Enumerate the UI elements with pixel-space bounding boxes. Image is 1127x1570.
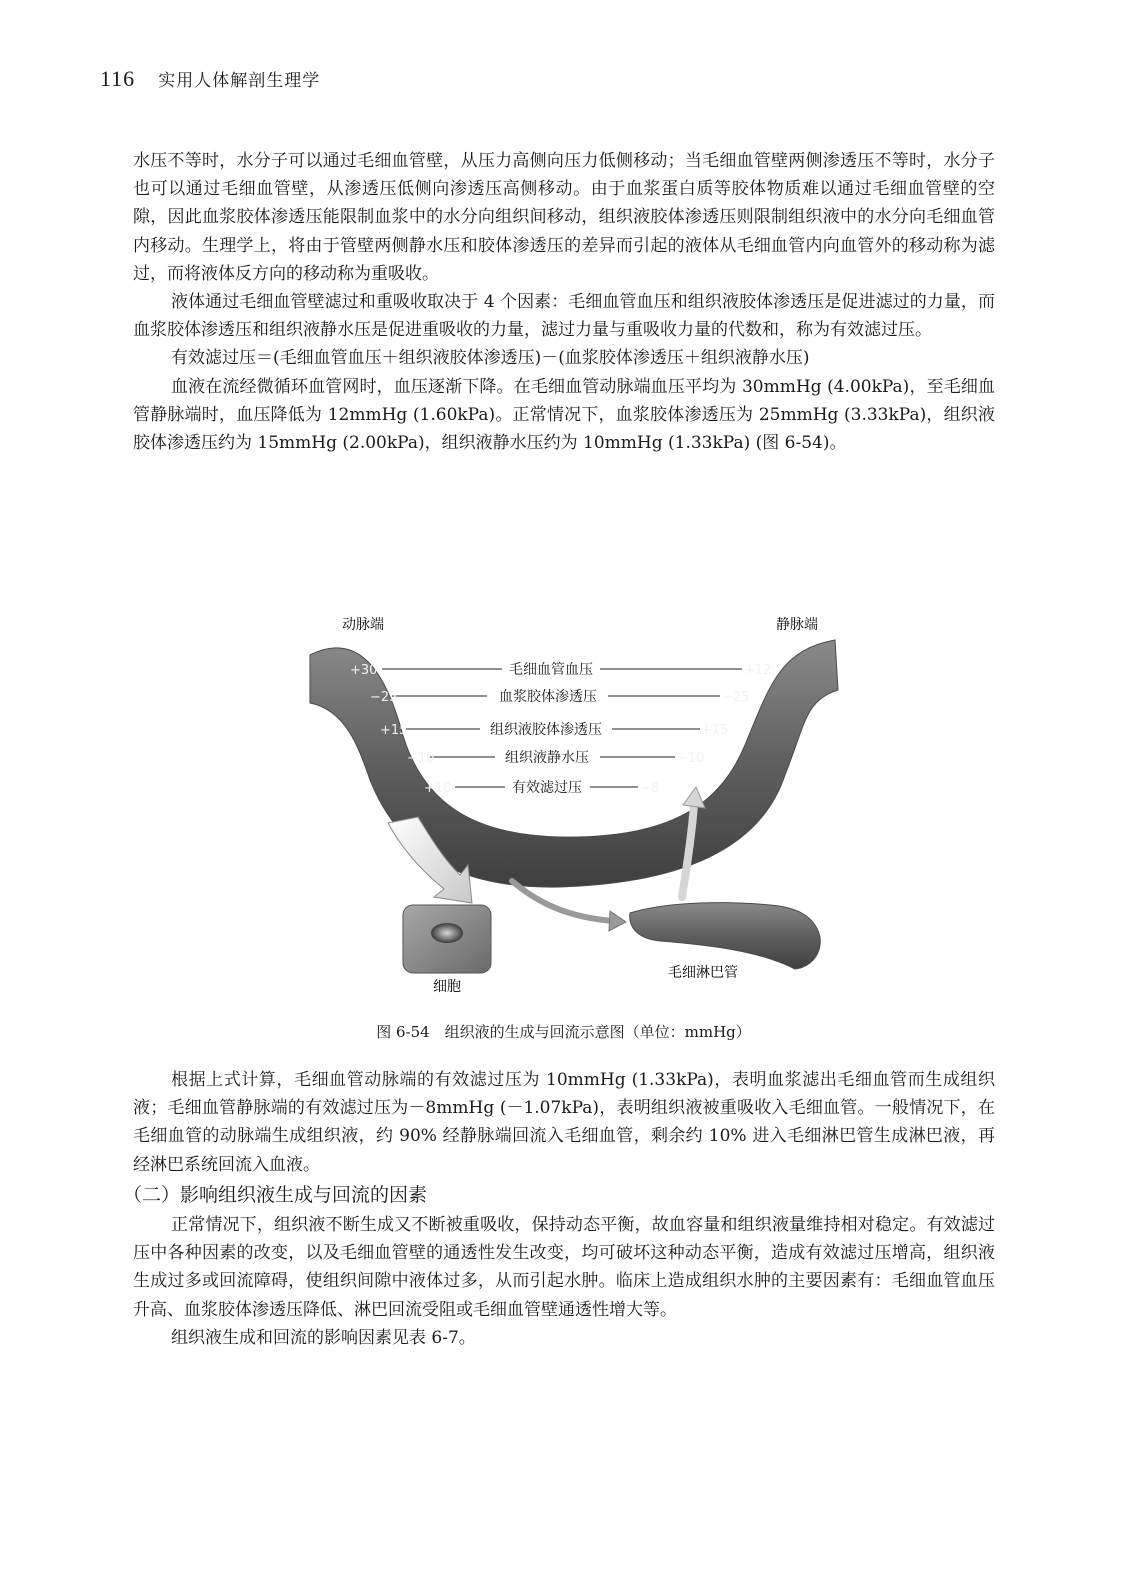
formula-effective-filtration: 有效滤过压＝(毛细血管血压＋组织液胶体渗透压)－(血浆胶体渗透压＋组织液静水压) — [171, 348, 810, 369]
cell-label: 细胞 — [433, 979, 461, 995]
venous-end-label: 静脉端 — [776, 617, 818, 633]
arterial-end-label: 动脉端 — [342, 617, 384, 633]
paragraph-pressure-values: 血液在流经微循环血管网时，血压逐渐下降。在毛细血管动脉端血压平均为 30mmHg (4.00kPa)，至毛细血管静脉端时，血压降低为 12mmHg (1.60kPa)。正常情况下，血浆胶体渗透压为 25mmHg (3.33kPa)，组织液胶体渗透压约为 15mmHg (2.00kPa)，组织液静水压约为 10mmHg (1.33kPa) (图 6-54)。 — [133, 376, 995, 454]
arterial-value-capillary-pressure: +30 — [350, 663, 378, 678]
section-heading: （二）影响组织液生成与回流的因素 — [123, 1183, 428, 1206]
venous-value-capillary-pressure: +12 — [744, 663, 772, 678]
figure-6-54 — [290, 605, 850, 1005]
row-label-tissue-colloid: 组织液胶体渗透压 — [490, 722, 602, 738]
page-header — [100, 66, 320, 92]
figure-caption: 图 6-54 组织液的生成与回流示意图（单位：mmHg） — [376, 1023, 751, 1041]
page-number: 116 — [100, 66, 136, 91]
capillary-diagram — [290, 605, 850, 1005]
venous-value-tissue-hydrostatic: −10 — [677, 751, 705, 766]
paragraph-calculation: 根据上式计算，毛细血管动脉端的有效滤过压为 10mmHg (1.33kPa)，表明血浆滤出毛细血管而生成组织液；毛细血管静脉端的有效滤过压为－8mmHg (－1.07kPa)，表明组织液被重吸收入毛细血管。一般情况下，在毛细血管的动脉端生成组织液，约 90% 经静脉端回流入毛细血管，剩余约 10% 进入毛细淋巴管生成淋巴液，再经淋巴系统回流入血液。 — [133, 1070, 995, 1175]
row-label-effective-filtration: 有效滤过压 — [512, 780, 582, 796]
body-text-top — [133, 147, 995, 457]
paragraph-dynamic-balance: 正常情况下，组织液不断生成又不断被重吸收，保持动态平衡，故血容量和组织液量维持相对稳定。有效滤过压中各种因素的改变，以及毛细血管壁的通透性发生改变，均可破坏这种动态平衡，造成有效滤过压增高，组织液生成过多或回流障碍，使组织间隙中液体过多，从而引起水肿。临床上造成组织水肿的主要因素有：毛细血管血压升高、血浆胶体渗透压降低、淋巴回流受阻或毛细血管壁通透性增大等。 — [133, 1215, 995, 1320]
running-title: 实用人体解剖生理学 — [158, 71, 321, 91]
arterial-value-tissue-colloid: +15 — [380, 723, 408, 738]
row-label-capillary-pressure: 毛细血管血压 — [509, 662, 593, 678]
lymphatic-capillary-icon — [630, 903, 820, 969]
paragraph-four-factors: 液体通过毛细血管壁滤过和重吸收取决于 4 个因素：毛细血管血压和组织液胶体渗透压是促进滤过的力量，而血浆胶体渗透压和组织液静水压是促进重吸收的力量，滤过力量与重吸收力量的代数和，称为有效滤过压。 — [133, 292, 995, 341]
arterial-value-effective-filtration: +10 — [424, 781, 452, 796]
arterial-value-plasma-colloid: −25 — [370, 690, 398, 705]
paragraph-table-reference: 组织液生成和回流的影响因素见表 6-7。 — [171, 1327, 476, 1348]
body-text-bottom — [123, 1066, 995, 1352]
row-label-plasma-colloid: 血浆胶体渗透压 — [499, 689, 597, 705]
lymph-label: 毛细淋巴管 — [668, 965, 738, 981]
paragraph-continued: 水压不等时，水分子可以通过毛细血管壁，从压力高侧向压力低侧移动；当毛细血管壁两侧渗透压不等时，水分子也可以通过毛细血管壁，从渗透压低侧向渗透压高侧移动。由于血浆蛋白质等胶体物质难以通过毛细血管壁的空隙，因此血浆胶体渗透压能限制血浆中的水分向组织间移动，组织液胶体渗透压则限制组织液中的水分向毛细血管内移动。生理学上，将由于管壁两侧静水压和胶体渗透压的差异而引起的液体从毛细血管内向血管外的移动称为滤过，而将液体反方向的移动称为重吸收。 — [133, 151, 995, 284]
venous-value-plasma-colloid: −25 — [722, 690, 750, 705]
venous-value-effective-filtration: −8 — [640, 781, 660, 796]
venous-value-tissue-colloid: +15 — [701, 723, 729, 738]
nucleus-icon — [431, 923, 463, 943]
arterial-value-tissue-hydrostatic: −10 — [407, 751, 435, 766]
row-label-tissue-hydrostatic: 组织液静水压 — [505, 750, 589, 766]
